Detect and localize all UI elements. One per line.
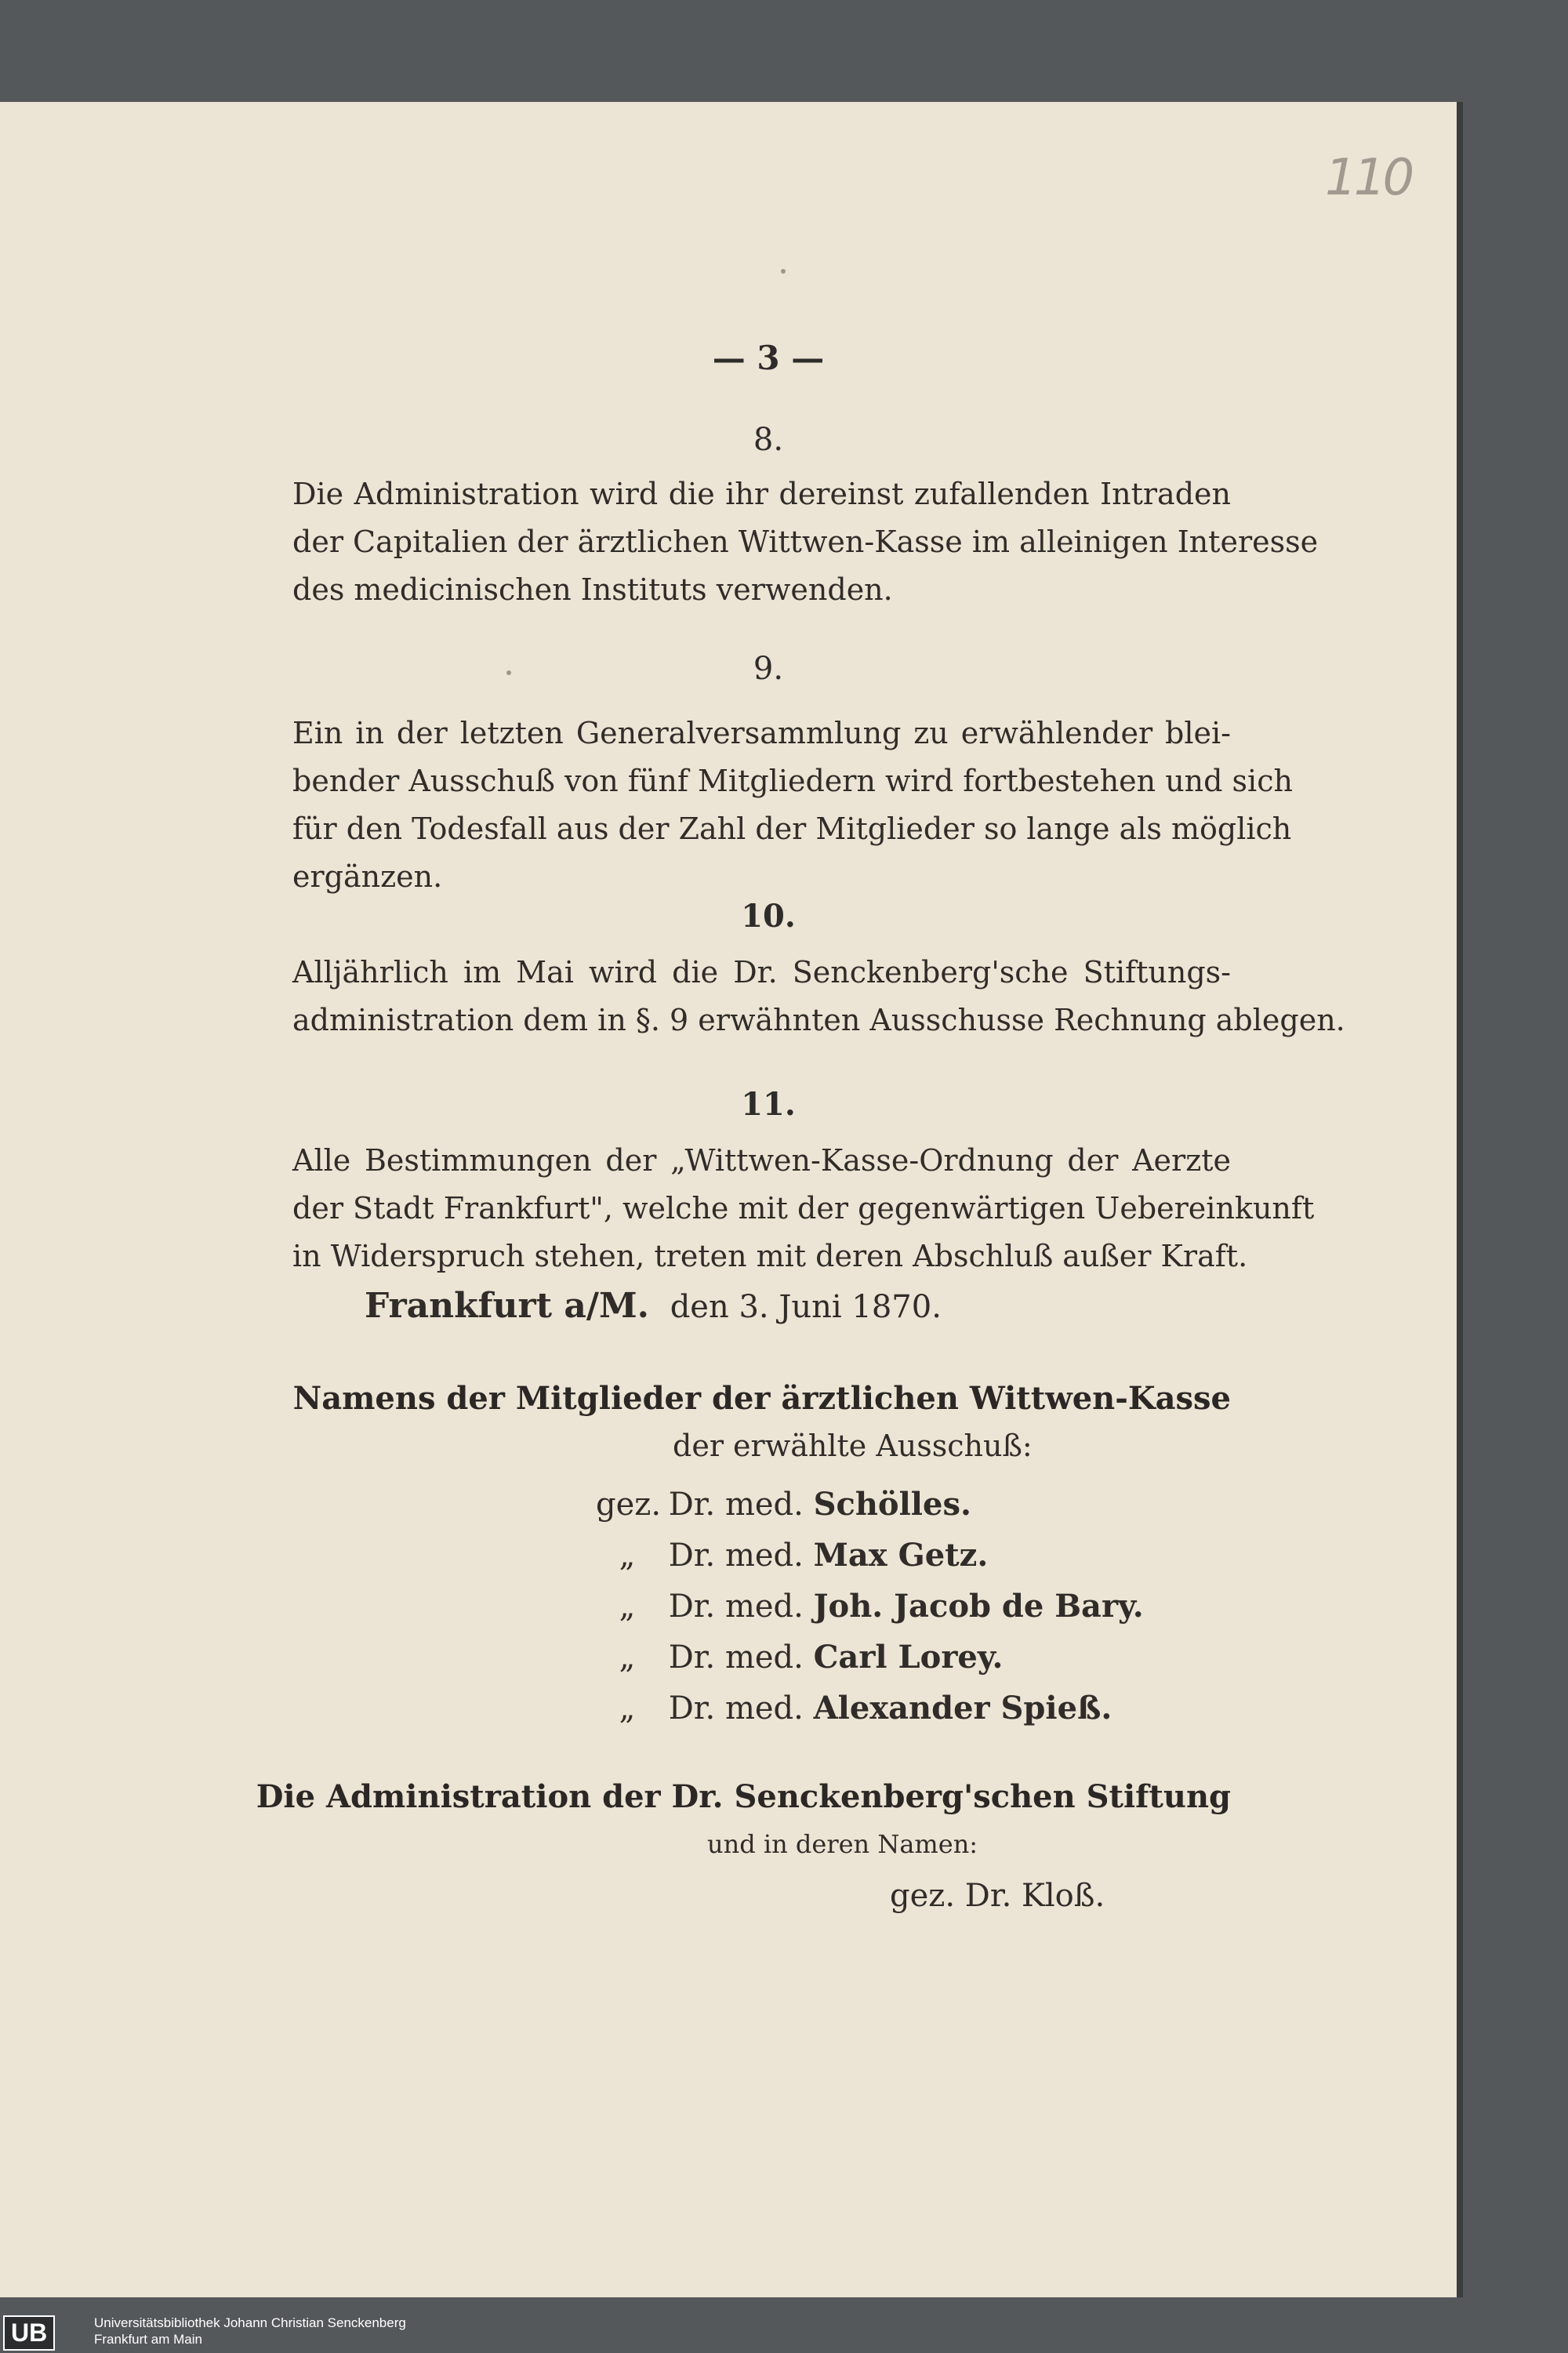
signatory-name: Alexander Spieß. <box>813 1690 1112 1727</box>
text-line: ergänzen. <box>292 859 443 894</box>
text-line: administration dem in §. 9 erwähnten Ausschusse Rechnung ablegen. <box>292 1003 1345 1037</box>
date-place: Frankfurt a/M. <box>365 1286 649 1326</box>
footer-text <box>94 2315 406 2348</box>
signatory-title: Dr. med. <box>668 1690 804 1727</box>
administration-heading: Die Administration der Dr. Senckenberg'schen Stiftung <box>256 1778 1231 1815</box>
section-number-11: 11. <box>741 1086 796 1123</box>
signatory-prefix: gez. <box>596 1487 662 1523</box>
signatory-line <box>596 1588 1144 1625</box>
signatory-line <box>596 1639 1003 1676</box>
date-text: den 3. Juni 1870. <box>670 1289 942 1325</box>
signatory-name: Schölles. <box>813 1486 971 1523</box>
text-line: des medicinischen Instituts verwenden. <box>292 572 893 607</box>
signatory-title: Dr. med. <box>668 1487 804 1523</box>
section-10-text <box>292 949 1345 1044</box>
text-line: Alle Bestimmungen der „Wittwen-Kasse-Ordnung der Aerzte <box>292 1143 1231 1178</box>
ditto-mark: „ <box>619 1538 636 1574</box>
members-heading: Namens der Mitglieder der ärztlichen Wittwen-Kasse <box>292 1380 1231 1417</box>
section-number-10: 10. <box>741 898 796 935</box>
text-line: Die Administration wird die ihr dereinst zufallenden Intraden <box>292 477 1231 511</box>
signatory-name: Joh. Jacob de Bary. <box>813 1588 1144 1625</box>
text-line: für den Todesfall aus der Zahl der Mitglieder so lange als möglich <box>292 812 1292 846</box>
ditto-mark: „ <box>619 1690 636 1727</box>
members-subheading: der erwählte Ausschuß: <box>673 1429 1033 1463</box>
ditto-mark: „ <box>619 1589 636 1625</box>
text-line: der Capitalien der ärztlichen Wittwen-Kasse im alleinigen Interesse <box>292 525 1319 559</box>
signatory-title: Dr. med. <box>668 1538 804 1574</box>
administration-signature: gez. Dr. Kloß. <box>890 1878 1105 1914</box>
ub-logo-icon: UB <box>3 2315 55 2351</box>
section-number-8: 8. <box>753 422 784 458</box>
administration-subheading: und in deren Namen: <box>707 1829 978 1859</box>
signatory-title: Dr. med. <box>668 1589 804 1625</box>
text-line: in Widerspruch stehen, treten mit deren Abschluß außer Kraft. <box>292 1239 1248 1273</box>
folio-annotation: 110 <box>1325 149 1412 207</box>
text-line: Alljährlich im Mai wird die Dr. Senckenberg'sche Stiftungs- <box>292 955 1231 989</box>
signatory-title: Dr. med. <box>668 1639 804 1676</box>
speck <box>781 269 786 274</box>
text-line: der Stadt Frankfurt", welche mit der gegenwärtigen Uebereinkunft <box>292 1191 1315 1226</box>
signatory-name: Max Getz. <box>813 1537 989 1574</box>
footer-line-1: Universitätsbibliothek Johann Christian Senckenberg <box>94 2315 406 2330</box>
text-line: bender Ausschuß von fünf Mitgliedern wird fortbestehen und sich <box>292 764 1293 798</box>
section-11-text <box>292 1137 1315 1280</box>
section-8-text <box>292 470 1319 614</box>
section-9-text <box>292 710 1293 901</box>
text-line: Ein in der letzten Generalversammlung zu erwählender blei- <box>292 716 1231 750</box>
section-number-9: 9. <box>753 651 784 687</box>
page-number: — 3 — <box>712 339 825 377</box>
signatory-line <box>596 1690 1112 1727</box>
date-line <box>365 1286 942 1326</box>
signatory-line <box>596 1537 988 1574</box>
library-logo <box>3 2315 55 2350</box>
signatory-line <box>596 1486 971 1523</box>
ditto-mark: „ <box>619 1639 636 1676</box>
signatory-name: Carl Lorey. <box>813 1639 1004 1676</box>
footer-line-2: Frankfurt am Main <box>94 2332 202 2347</box>
